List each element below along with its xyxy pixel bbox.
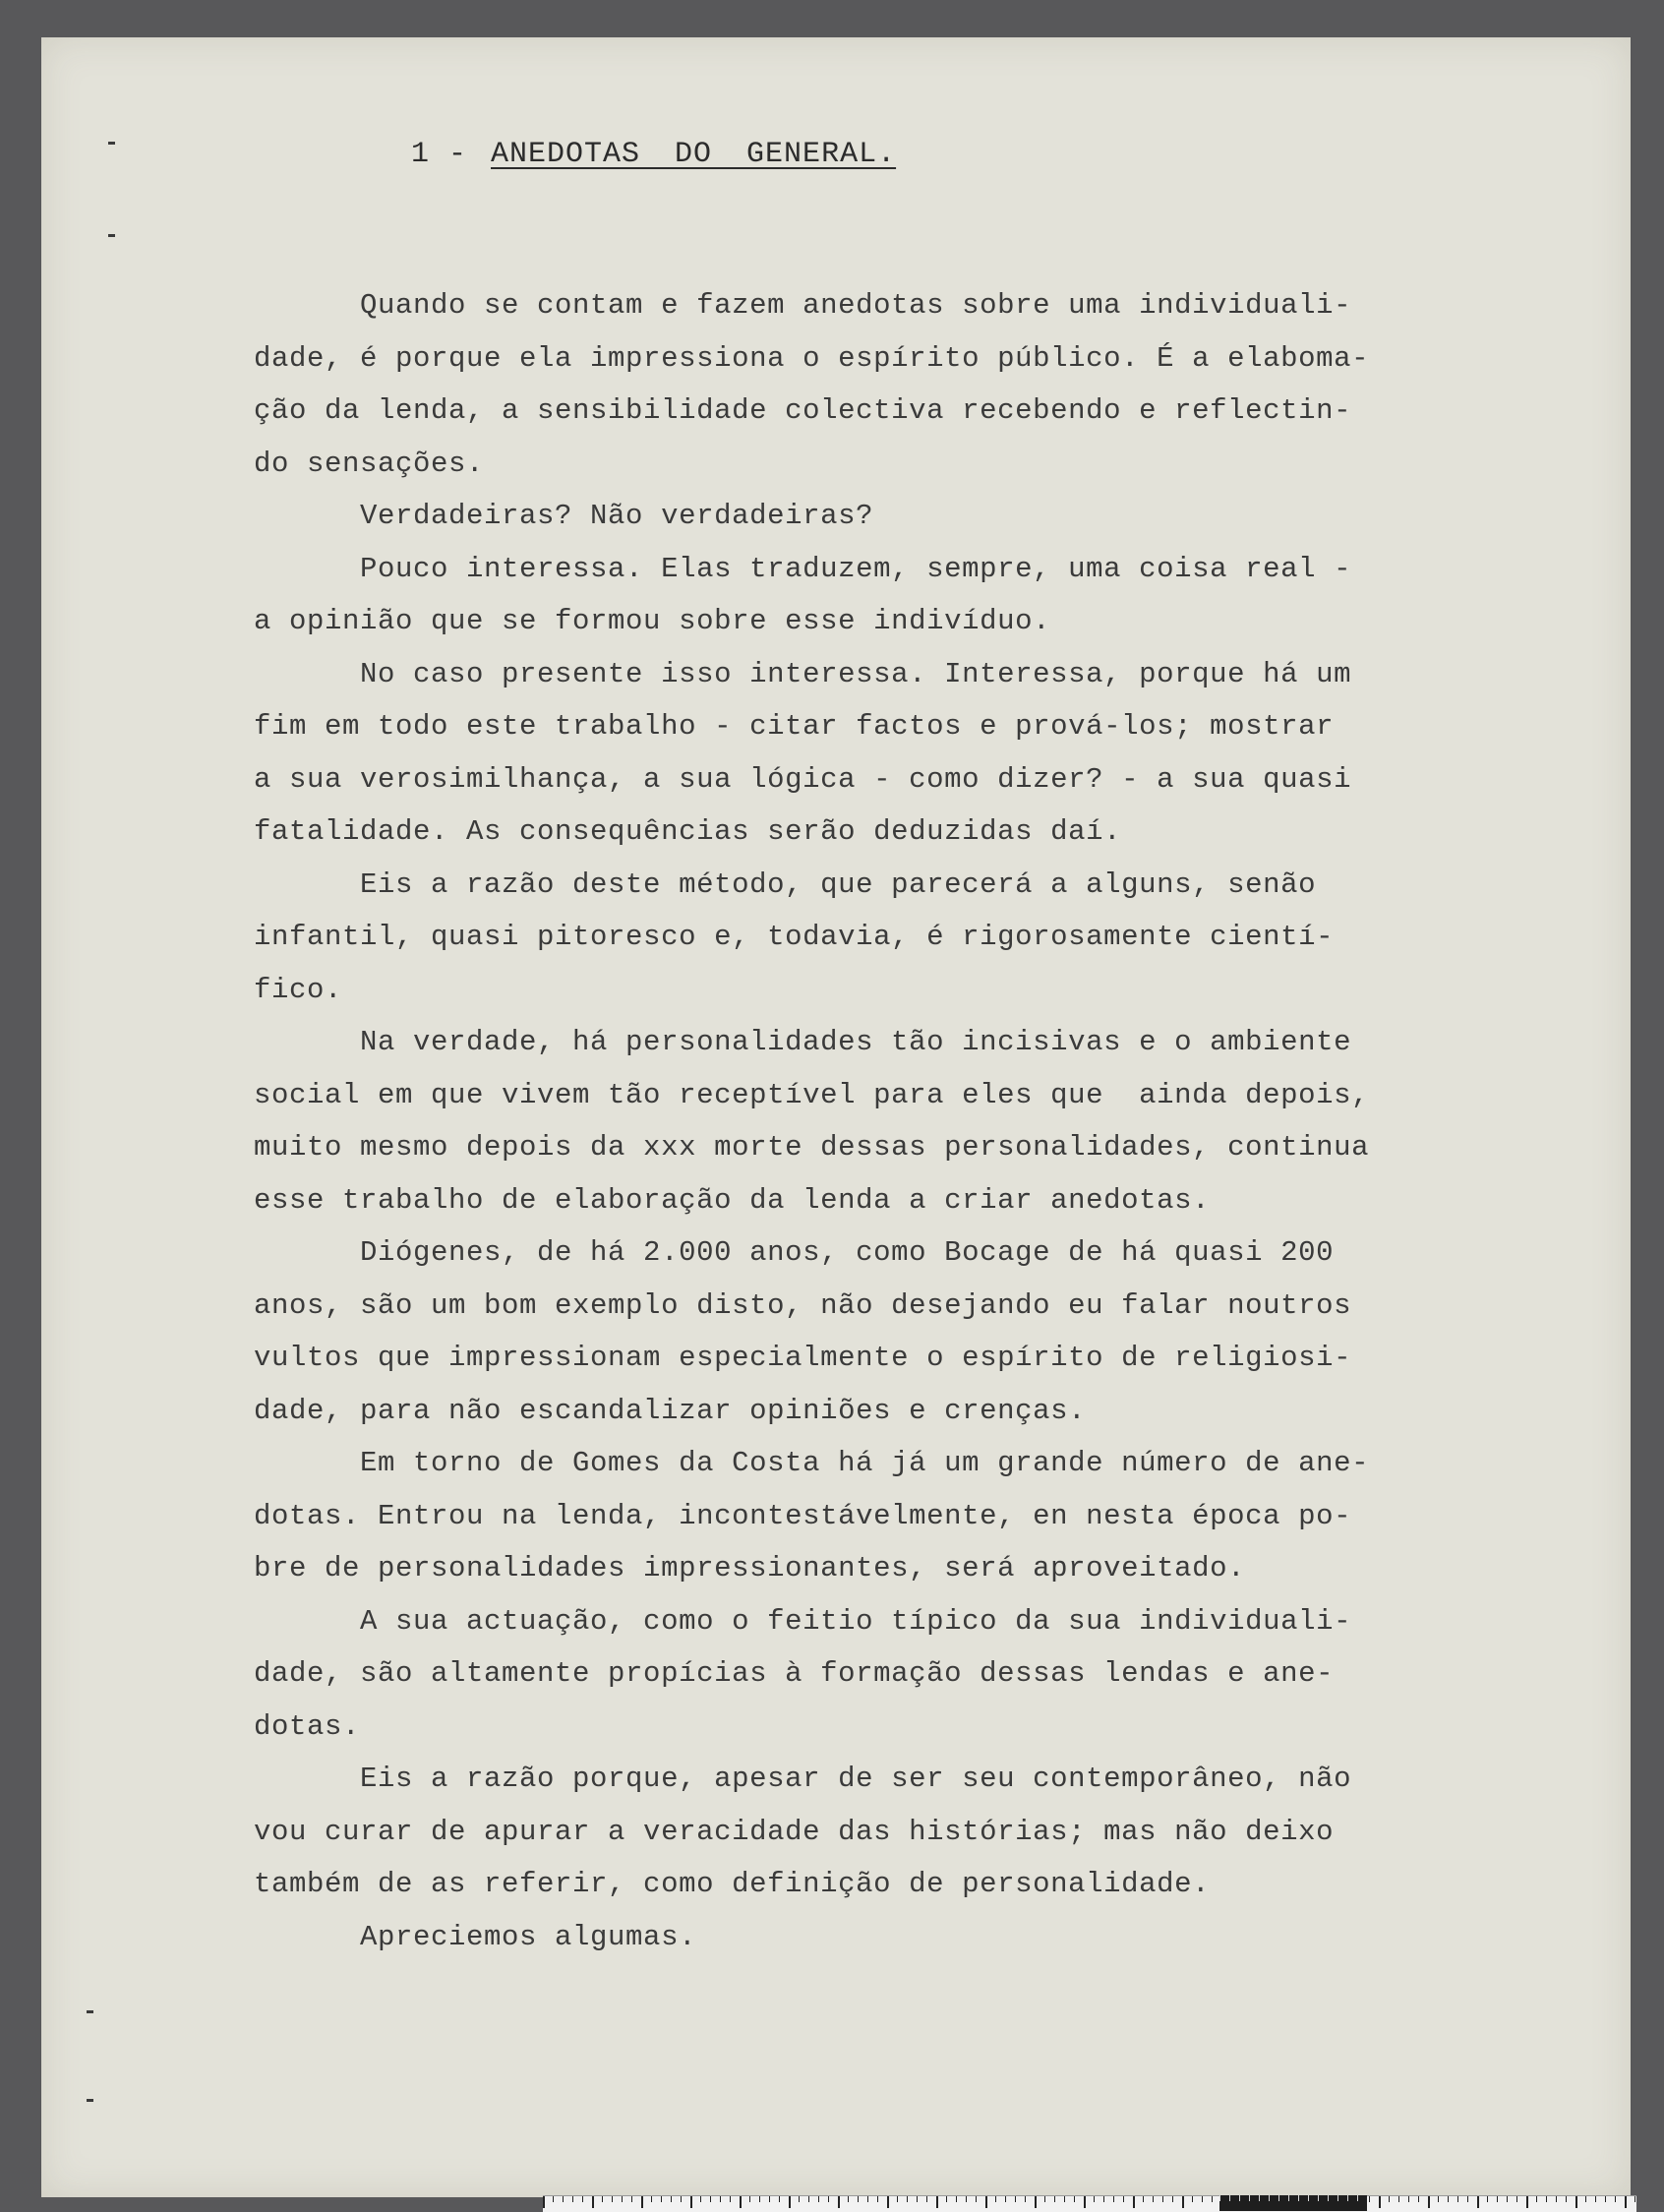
text-line: vou curar de apurar a veracidade das histórias; mas não deixo	[254, 1815, 1335, 1848]
text-line: bre de personalidades impressionantes, será aproveitado.	[254, 1552, 1246, 1584]
text-line: também de as referir, como definição de personalidade.	[254, 1868, 1211, 1900]
text-line: anos, são um bom exemplo disto, não desejando eu falar noutros	[254, 1288, 1352, 1322]
text-line: Em torno de Gomes da Costa há já um grande número de ane-	[254, 1447, 1370, 1479]
title-text: ANEDOTAS DO GENERAL.	[491, 138, 897, 171]
margin-mark	[108, 234, 115, 237]
text-line: Quando se contam e fazem anedotas sobre uma individuali-	[254, 289, 1352, 322]
text-line: Eis a razão deste método, que parecerá a alguns, senão	[254, 867, 1317, 901]
text-line: dotas.	[254, 1709, 361, 1743]
text-line: ção da lenda, a sensibilidade colectiva recebendo e reflectin-	[254, 394, 1352, 427]
text-line: A sua actuação, como o feitio típico da sua individuali-	[254, 1604, 1352, 1638]
document-body	[254, 279, 1532, 1963]
text-line: a opinião que se formou sobre esse indivíduo.	[254, 605, 1051, 637]
text-line: Eis a razão porque, apesar de ser seu contemporâneo, não	[254, 1763, 1352, 1795]
text-line: Apreciemos algumas.	[254, 1920, 697, 1953]
text-line: Verdadeiras? Não verdadeiras?	[254, 500, 874, 532]
text-line: Pouco interessa. Elas traduzem, sempre, uma coisa real -	[254, 552, 1352, 585]
text-line: Diógenes, de há 2.000 anos, como Bocage de há quasi 200	[254, 1236, 1335, 1269]
text-line: do sensações.	[254, 447, 485, 480]
text-line: Na verdade, há personalidades tão incisivas e o ambiente	[254, 1026, 1352, 1058]
document-title	[411, 138, 896, 171]
scale-ruler	[543, 2195, 1636, 2212]
text-line: dade, são altamente propícias à formação dessas lendas e ane-	[254, 1657, 1335, 1690]
title-number: 1 -	[411, 138, 468, 171]
text-line: esse trabalho de elaboração da lenda a criar anedotas.	[254, 1183, 1211, 1217]
text-line: fico.	[254, 973, 343, 1006]
text-line: social em que vivem tão receptível para eles que ainda depois,	[254, 1078, 1370, 1111]
margin-mark	[108, 142, 115, 145]
text-line: vultos que impressionam especialmente o espírito de religiosi-	[254, 1342, 1352, 1374]
text-line: dade, é porque ela impressiona o espírito público. É a elaboma-	[254, 341, 1370, 375]
margin-mark	[87, 2010, 93, 2013]
text-line: muito mesmo depois da xxx morte dessas personalidades, continua	[254, 1131, 1370, 1164]
text-line: fim em todo este trabalho - citar factos e prová-los; mostrar	[254, 710, 1335, 743]
text-line: a sua verosimilhança, a sua lógica - como dizer? - a sua quasi	[254, 762, 1352, 796]
text-line: No caso presente isso interessa. Interessa, porque há um	[254, 657, 1352, 690]
scale-ruler-dark-segment	[1219, 2195, 1367, 2211]
text-line: fatalidade. As consequências serão deduzidas daí.	[254, 815, 1122, 848]
text-line: dade, para não escandalizar opiniões e crenças.	[254, 1394, 1087, 1427]
text-line: infantil, quasi pitoresco e, todavia, é rigorosamente cientí-	[254, 921, 1335, 953]
text-line: dotas. Entrou na lenda, incontestávelmente, en nesta época po-	[254, 1499, 1352, 1532]
margin-mark	[87, 2099, 93, 2102]
